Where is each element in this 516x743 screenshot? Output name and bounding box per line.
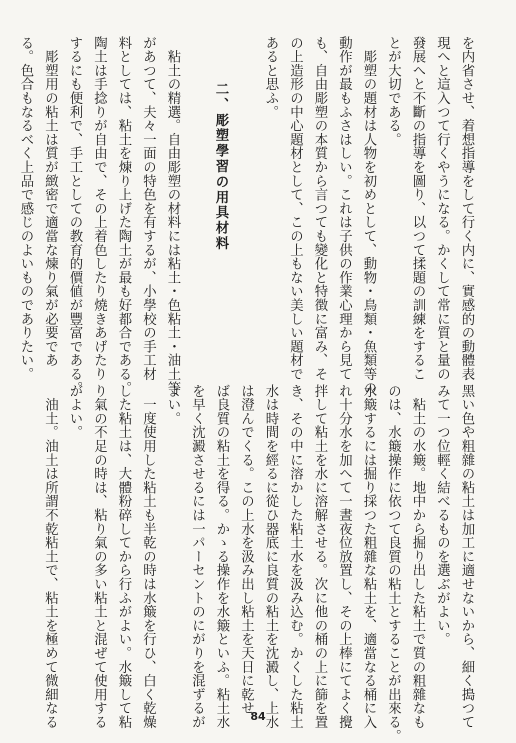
text-line: 拌して粘土を水に溶解させる。次に他の桶の上に篩を置 (312, 384, 327, 729)
text-line: あると思ふ。 (263, 36, 278, 119)
text-line: る。色合もなるべく上品で感じのよいものでありたい。 (18, 36, 33, 381)
text-line: 彫塑用の粘土は質が緻密で適當な煉り氣が必要であ (42, 36, 58, 368)
text-line: 彫塑の題材は人物を初めとして、動物・鳥類・魚類等の (361, 36, 376, 395)
text-line: のは、水簸操作に依つて良質の粘土とすることが出來る。 (385, 384, 401, 743)
text-line: き、その中に溶かした粘土水を汲み込む。かくした粘土 (287, 384, 303, 729)
text-line: り氣の不足の時は、粘り氣の多い粘土と混ぜて使用する (91, 384, 107, 729)
text-line: 油土。油土は所謂不乾粘土で、粘土を極めて微細なる (42, 384, 58, 729)
text-line: 一度使用した粘土も半乾の時は水簸を行ひ、白く乾燥 (140, 384, 156, 729)
text-line: の上造形の中心題材として、この上もない美しい題材で (287, 36, 303, 381)
text-line: がよい。 (67, 384, 82, 440)
text-line: みて一つ位輕く結べるものを選ぶがよい。 (434, 384, 450, 647)
text-line: れ十分水を加へて一晝夜位放置し、その上棒にてよく攪 (336, 384, 352, 729)
blank-line (184, 36, 209, 346)
text-line: ば良質の粘土を得る。かゝる操作を水簸といふ。粘土水 (214, 384, 229, 729)
text-line: 粘土の精選。自由彫塑の材料には粘土・色粘土・油土等 (165, 36, 180, 395)
text-line: 水簸するには掘り採つた粗雜な粘土を、適當なる桶に入 (361, 384, 376, 729)
text-line: があつて、夫々一面の特色を有するが、小學校の手工材 (140, 36, 156, 381)
text-line: 黑い色や粗雜の粘土は加工に適せないから、細く搗つて (459, 384, 474, 729)
blank-line (233, 36, 258, 346)
text-line: を早く沈澱させるには一パーセントのにがりを混ずるが (189, 384, 205, 729)
section-heading: 二、彫塑學習の用具材料 (213, 36, 229, 252)
text-line: 動作が最もふさはしい。これは子供の作業心理から見て (336, 36, 352, 381)
text-line: 水は時間を經るに從ひ器底に良質の粘土を沈澱し、上水 (263, 384, 278, 729)
text-line: した粘土は、大體粉碎してから行ふがよい。水簸して粘 (116, 384, 131, 729)
upper-text-block (13, 36, 479, 395)
text-line: 現へと這入つて行くやうになる。かくして常に質と量の (434, 36, 450, 381)
page-number: 84 (250, 710, 266, 723)
text-line: 粘土の水簸。地中から掘り出した粘土で質の粗雜なも (410, 384, 425, 729)
text-line: するにも便利で、手工としての教育的價値が豐富である。 (67, 36, 82, 395)
text-line: 陶土は手捻りが自由で、その上着色したり燒きあげたり (91, 36, 107, 381)
text-line: よい。 (165, 384, 180, 426)
text-line: は澄んでくる。この上水を汲み出し粘土を天日に乾せ (238, 384, 254, 716)
text-line: 發展へと不斷の指導を圖り、以つて揉題の訓練をするこ (410, 36, 425, 381)
text-line: を内省させ、着想指導をして行く内に、實感的の動體表 (459, 36, 474, 381)
text-line: も、自由彫塑の本質から言つても變化と特徴に富み、そ (312, 36, 327, 381)
text-line: とが大切である。 (385, 36, 401, 147)
text-line: 料としては、粘土を煉り上げた陶土が最も好都合である。 (116, 36, 131, 395)
